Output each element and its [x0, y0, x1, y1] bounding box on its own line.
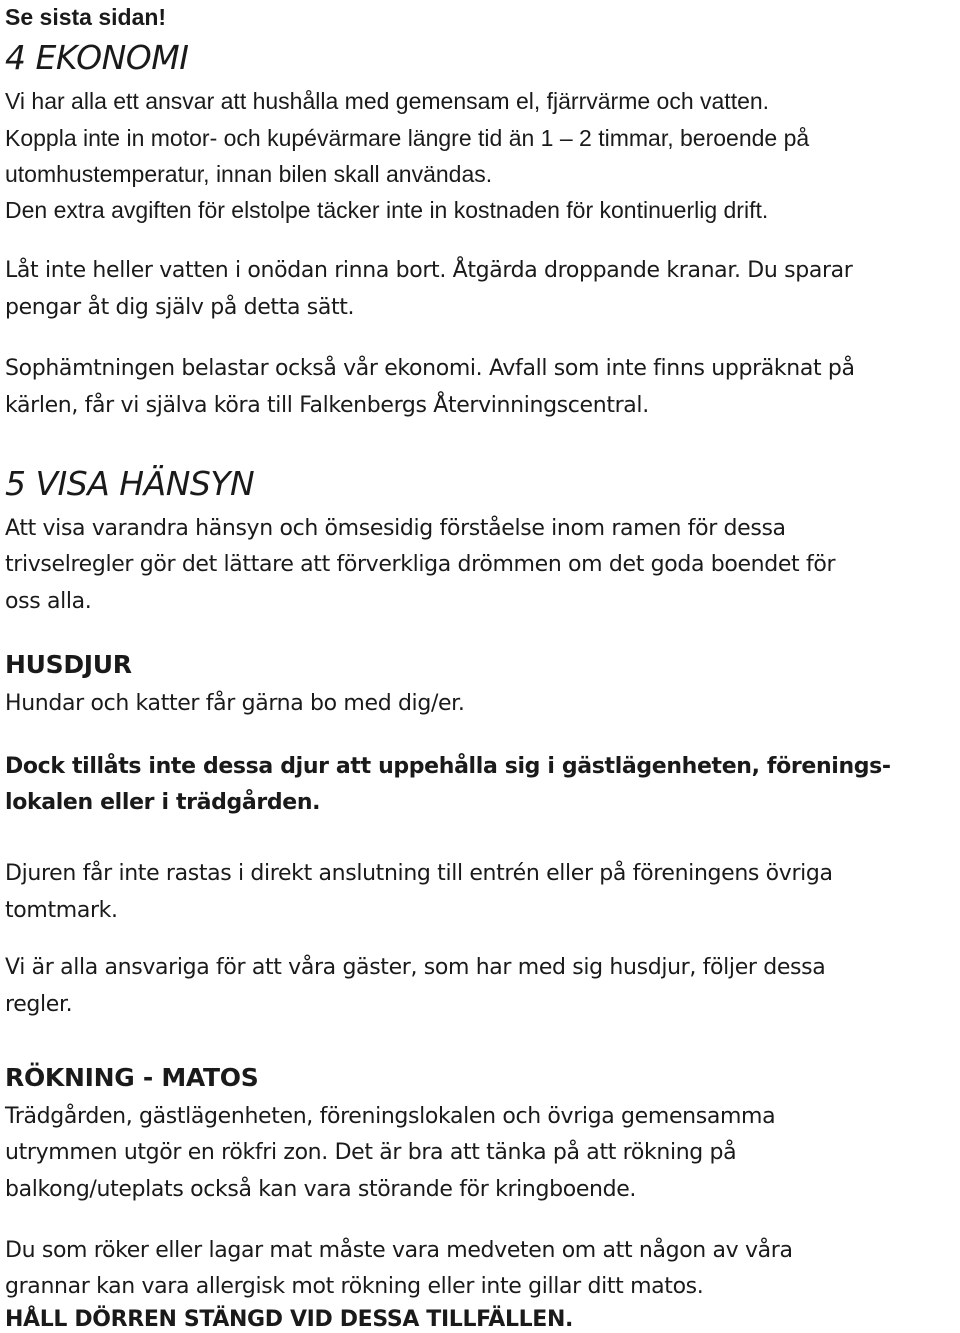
paragraph-line-bold: lokalen eller i trädgården. [5, 790, 321, 815]
section-heading-ekonomi: 4 EKONOMI [5, 38, 189, 77]
paragraph-line-bold: Dock tillåts inte dessa djur att uppehålla sig i gästlägenheten, förenings- [5, 754, 891, 779]
paragraph-line: Att visa varandra hänsyn och ömsesidig förståelse inom ramen för dessa [5, 516, 786, 541]
paragraph-line: oss alla. [5, 589, 92, 614]
paragraph-line: pengar åt dig själv på detta sätt. [5, 295, 355, 320]
paragraph-line-bold: HÅLL DÖRREN STÄNGD VID DESSA TILLFÄLLEN. [5, 1307, 574, 1332]
paragraph-line: Du som röker eller lagar mat måste vara medveten om att någon av våra [5, 1238, 793, 1263]
paragraph-line: Djuren får inte rastas i direkt anslutning till entrén eller på föreningens övriga [5, 861, 833, 886]
paragraph-line: Den extra avgiften för elstolpe täcker inte in kostnaden för kontinuerlig drift. [5, 197, 769, 223]
paragraph-line: Låt inte heller vatten i onödan rinna bort. Åtgärda droppande kranar. Du sparar [5, 258, 853, 283]
paragraph-line: utrymmen utgör en rökfri zon. Det är bra att tänka på att rökning på [5, 1140, 737, 1165]
paragraph-line: Vi har alla ett ansvar att hushålla med gemensam el, fjärrvärme och vatten. [5, 88, 770, 114]
paragraph-line: Sophämtningen belastar också vår ekonomi. Avfall som inte finns uppräknat på [5, 356, 855, 381]
paragraph-line: tomtmark. [5, 898, 118, 923]
paragraph-line: regler. [5, 992, 73, 1017]
paragraph-line: Koppla inte in motor- och kupévärmare längre tid än 1 – 2 timmar, beroende på [5, 125, 810, 151]
paragraph-line: grannar kan vara allergisk mot rökning eller inte gillar ditt matos. [5, 1274, 704, 1299]
section-heading-hansyn: 5 VISA HÄNSYN [5, 464, 255, 503]
paragraph-line: balkong/uteplats också kan vara störande för kringboende. [5, 1177, 637, 1202]
section-heading-husdjur: HUSDJUR [5, 650, 132, 679]
notice-text: Se sista sidan! [5, 4, 167, 30]
paragraph-line: Hundar och katter får gärna bo med dig/er. [5, 691, 465, 716]
paragraph-line: Vi är alla ansvariga för att våra gäster, som har med sig husdjur, följer dessa [5, 955, 826, 980]
paragraph-line: trivselregler gör det lättare att förverkliga drömmen om det goda boendet för [5, 552, 836, 577]
paragraph-line: kärlen, får vi själva köra till Falkenbergs Återvinningscentral. [5, 393, 649, 418]
section-heading-rokning: RÖKNING - MATOS [5, 1063, 259, 1092]
paragraph-line: Trädgården, gästlägenheten, föreningslokalen och övriga gemensamma [5, 1104, 776, 1129]
paragraph-line: utomhustemperatur, innan bilen skall användas. [5, 161, 493, 187]
